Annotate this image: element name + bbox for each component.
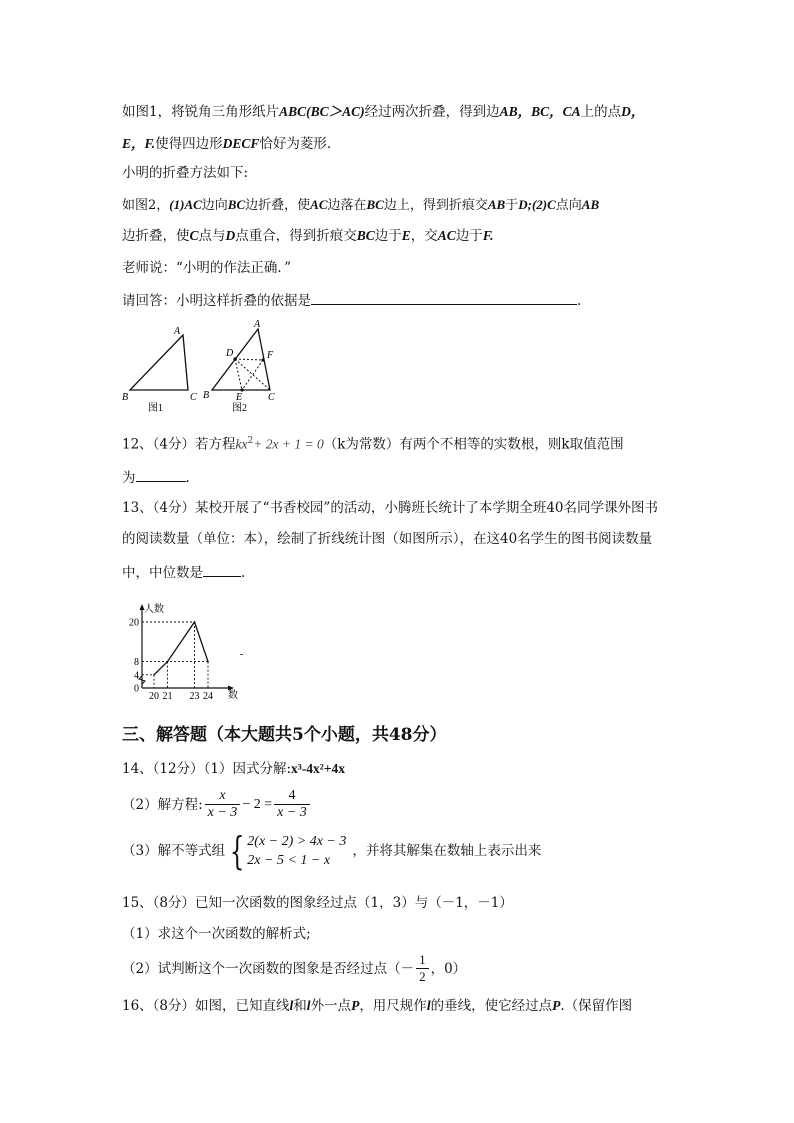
y-tick-8: 8 [134,657,139,669]
q15-line-1: 15、（8分）已知一次函数的图象经过点（1，3）与（－1，－1） [122,895,513,911]
y-tick-0: 0 [134,683,139,695]
answer-blank-13[interactable] [203,562,241,577]
q14-line-2: （2）解方程: $\frac{x}{x - 3}$ − 2 = $\frac{4}{x - 3}$ [122,788,312,821]
point-20 [153,674,155,676]
fig1-label-a: A [174,326,181,337]
q14-line-3: （3）解不等式组 { 2(x − 2) > 4x − 3 2x − 5 < 1 − x ，并将其解集在数轴上表示出来 [122,829,542,873]
y-tick-20: 20 [129,617,139,629]
q15-line-3: （2）试判断这个一次函数的图象是否经过点（－ $\frac{1}{2}$ ，0） [122,952,467,984]
point-24 [207,661,209,663]
fig2-label-f: F [267,350,274,361]
q13-line-3: 中，中位数是 . [122,562,245,582]
q11-line-4: 如图2，(1)AC边向BC边折叠，使AC边落在BC边上，得到折痕交AB于D;(2)C点向AB [122,197,600,213]
reading-line-chart [118,600,258,702]
stray-mark: - [240,649,244,660]
x-axis-label: 数 [228,690,238,701]
fig1-label-c: C [190,392,197,403]
q11-line-5: 边折叠，使C点与D点重合，得到折痕交BC边于E，交AC边于F. [122,228,494,244]
section-3-title: 三、解答题（本大题共5个小题，共48分） [122,725,447,745]
x-tick-23: 23 [189,691,200,702]
answer-blank-12[interactable] [136,467,186,482]
inequality-system: { 2(x − 2) > 4x − 3 2x − 5 < 1 − x [229,829,347,873]
point-21 [167,661,169,663]
q11-line-7: 请回答：小明这样折叠的依据是 . [122,290,581,310]
fraction-half: $\frac{1}{2}$ [416,952,429,985]
x-tick-24: 24 [203,691,213,702]
q12-line-1: 12、（4分）若方程$kx^2+ 2x + 1 = 0(k$为常数）有两个不相等的实数根，则k取值范围 [122,436,624,453]
q13-line-1: 13、（4分）某校开展了“书香校园”的活动，小腾班长统计了本学期全班40名同学课外图书 [122,500,658,516]
q14-line-1: 14、（12分）（1）因式分解:x³-4x²+4x [122,761,346,777]
q12-line-2: 为 . [122,467,190,487]
point-23 [194,621,196,623]
fold-figures [118,318,288,418]
fig2-caption: 图2 [232,403,247,414]
q16-line-1: 16、（8分）如图，已知直线l和l外一点P，用尺规作l的垂线，使它经过点P.（保留作图 [122,998,633,1014]
q11-line-1: 如图1，将锐角三角形纸片ABC(BC＞AC)经过两次折叠，得到边AB，BC，CA上的点D， [122,104,645,120]
fig2-label-b: B [203,390,210,401]
y-axis-label: 人数 [144,604,164,615]
q11-line-3: 小明的折叠方法如下: [122,165,249,181]
fig2-label-d: D [226,348,234,359]
fig2-label-e: E [236,392,243,403]
q15-line-2: （1）求这个一次函数的解析式; [122,926,311,942]
q13-line-2: 的阅读数量（单位：本），绘制了折线统计图（如图所示），在这40名学生的图书阅读数量 [122,531,653,547]
figure-1 [130,335,188,390]
q11-line-2: E，F.使得四边形DECF恰好为菱形. [122,136,332,152]
series-line [154,622,208,675]
fraction-2: $\frac{4}{x - 3}$ [274,788,310,821]
fig2-label-c: C [268,392,275,403]
x-tick-21: 21 [162,691,173,702]
fig2-label-a: A [254,319,261,330]
answer-blank-11[interactable] [311,290,577,305]
x-tick-20: 20 [149,691,159,702]
q11-line-6: 老师说：“小明的作法正确．” [122,260,292,276]
figure-2 [212,329,270,390]
fraction-1: $\frac{x}{x - 3}$ [205,788,241,821]
fig1-label-b: B [122,392,129,403]
y-tick-4: 4 [134,670,139,682]
fig1-caption: 图1 [148,403,163,414]
